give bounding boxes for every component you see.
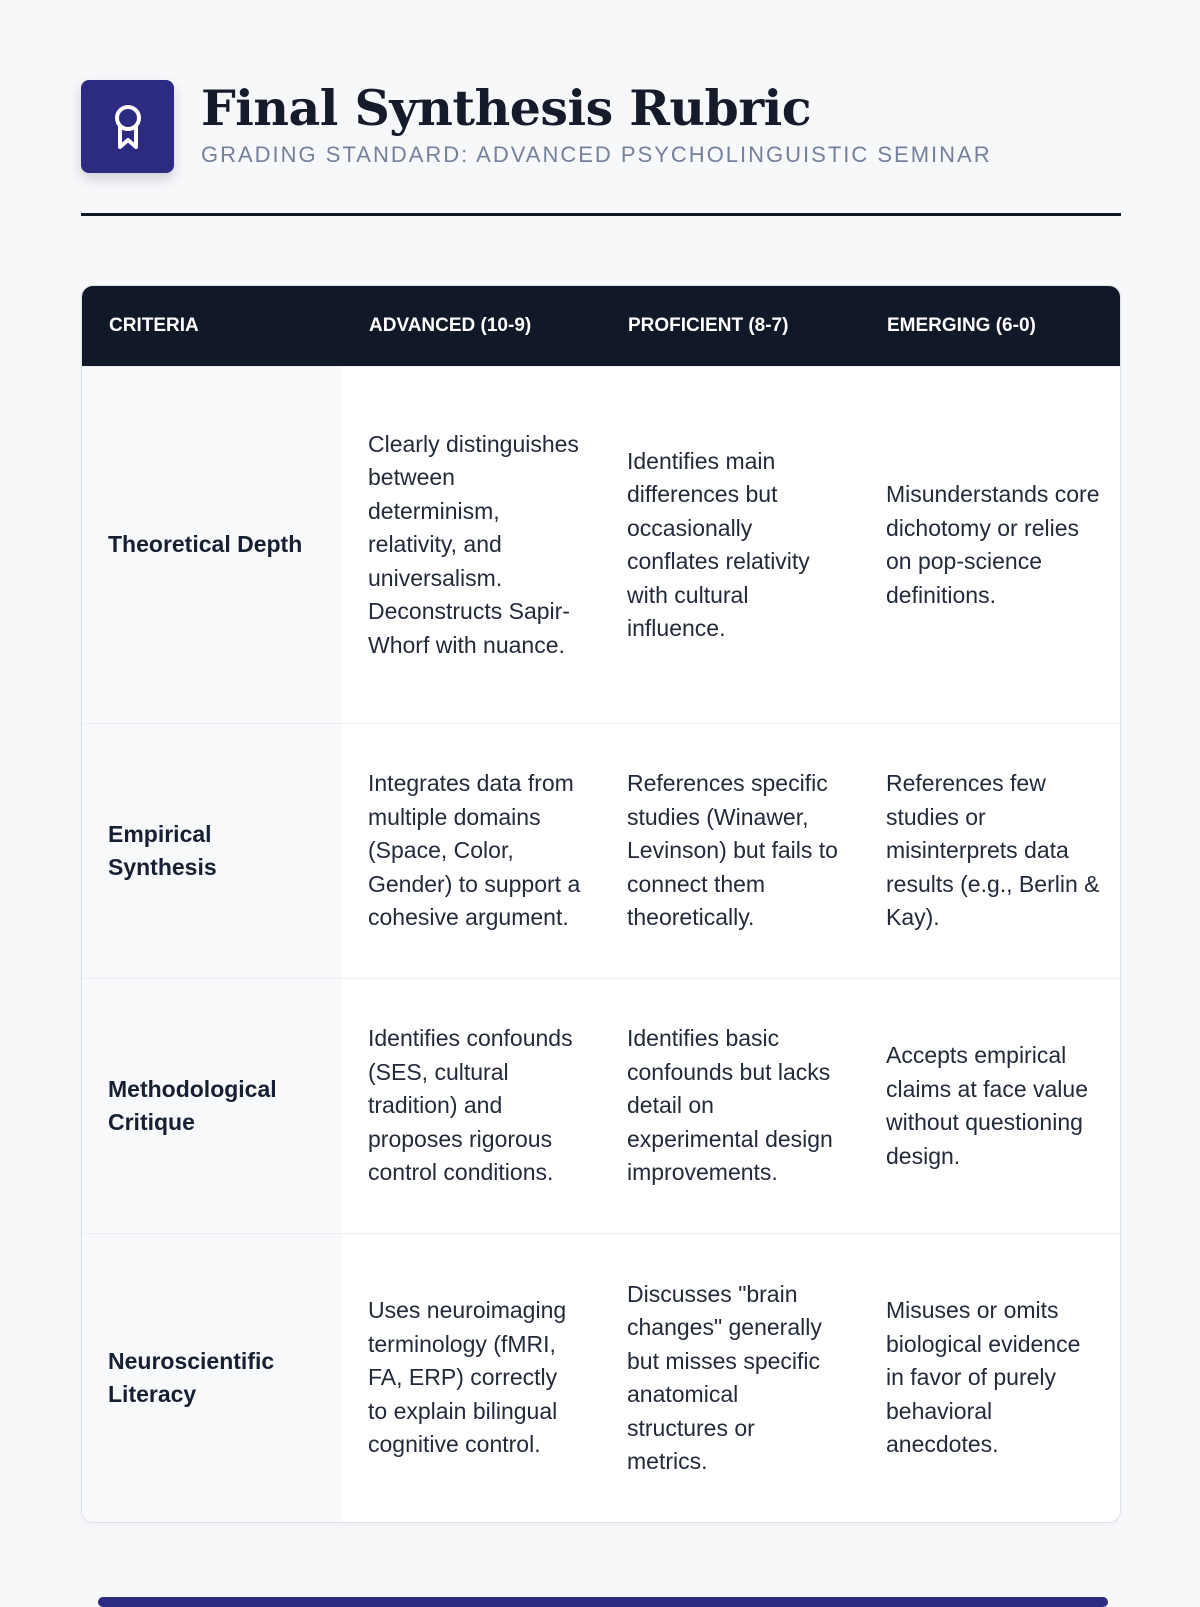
advanced-cell: Uses neuroimaging terminology (fMRI, FA, ERP) correctly to explain bilingual cognitive control.: [368, 1297, 567, 1458]
criteria-cell: Theoretical Depth: [82, 367, 342, 723]
table-header-row: [82, 286, 1120, 366]
advanced-cell: Clearly distinguishes between determinism, relativity, and universalism. Deconstructs Sapir-Whorf with nuance.: [368, 430, 579, 658]
title-block: [201, 79, 992, 168]
table-row: [82, 978, 1120, 1233]
emerging-cell: Accepts empirical claims at face value without questioning design.: [886, 1042, 1088, 1169]
table-row: [82, 723, 1120, 978]
proficient-cell: Identifies main differences but occasionally conflates relativity with cultural influence.: [627, 447, 810, 641]
proficient-cell: Discusses "brain changes" generally but misses specific anatomical structures or metrics.: [627, 1280, 822, 1474]
table-row: [82, 1233, 1120, 1522]
proficient-cell: Identifies basic confounds but lacks detail on experimental design improvements.: [627, 1025, 833, 1186]
emerging-cell: Misuses or omits biological evidence in favor of purely behavioral anecdotes.: [886, 1297, 1081, 1458]
criteria-cell: Methodological Critique: [82, 979, 342, 1233]
advanced-cell: Integrates data from multiple domains (Space, Color, Gender) to support a cohesive argument.: [368, 770, 581, 931]
criteria-cell: Neuroscientific Literacy: [82, 1234, 342, 1522]
award-ribbon-icon: [81, 80, 174, 173]
table-row: [82, 366, 1120, 723]
advanced-cell: Identifies confounds (SES, cultural tradition) and proposes rigorous control conditions.: [368, 1025, 573, 1186]
column-header-proficient: PROFICIENT (8-7): [628, 315, 789, 336]
emerging-cell: Misunderstands core dichotomy or relies on pop-science definitions.: [886, 481, 1100, 608]
page-header: [81, 80, 1121, 216]
column-header-criteria: CRITERIA: [109, 315, 199, 336]
criteria-cell: Empirical Synthesis: [82, 724, 342, 978]
emerging-cell: References few studies or misinterprets data results (e.g., Berlin & Kay).: [886, 770, 1100, 931]
page-title: Final Synthesis Rubric: [201, 79, 812, 137]
footer-accent-bar: [98, 1597, 1108, 1607]
column-header-advanced: ADVANCED (10-9): [369, 315, 532, 336]
page-subtitle: GRADING STANDARD: ADVANCED PSYCHOLINGUISTIC SEMINAR: [201, 141, 992, 167]
rubric-table: [81, 285, 1121, 1523]
proficient-cell: References specific studies (Winawer, Levinson) but fails to connect them theoretically.: [627, 770, 838, 931]
column-header-emerging: EMERGING (6-0): [887, 315, 1036, 336]
